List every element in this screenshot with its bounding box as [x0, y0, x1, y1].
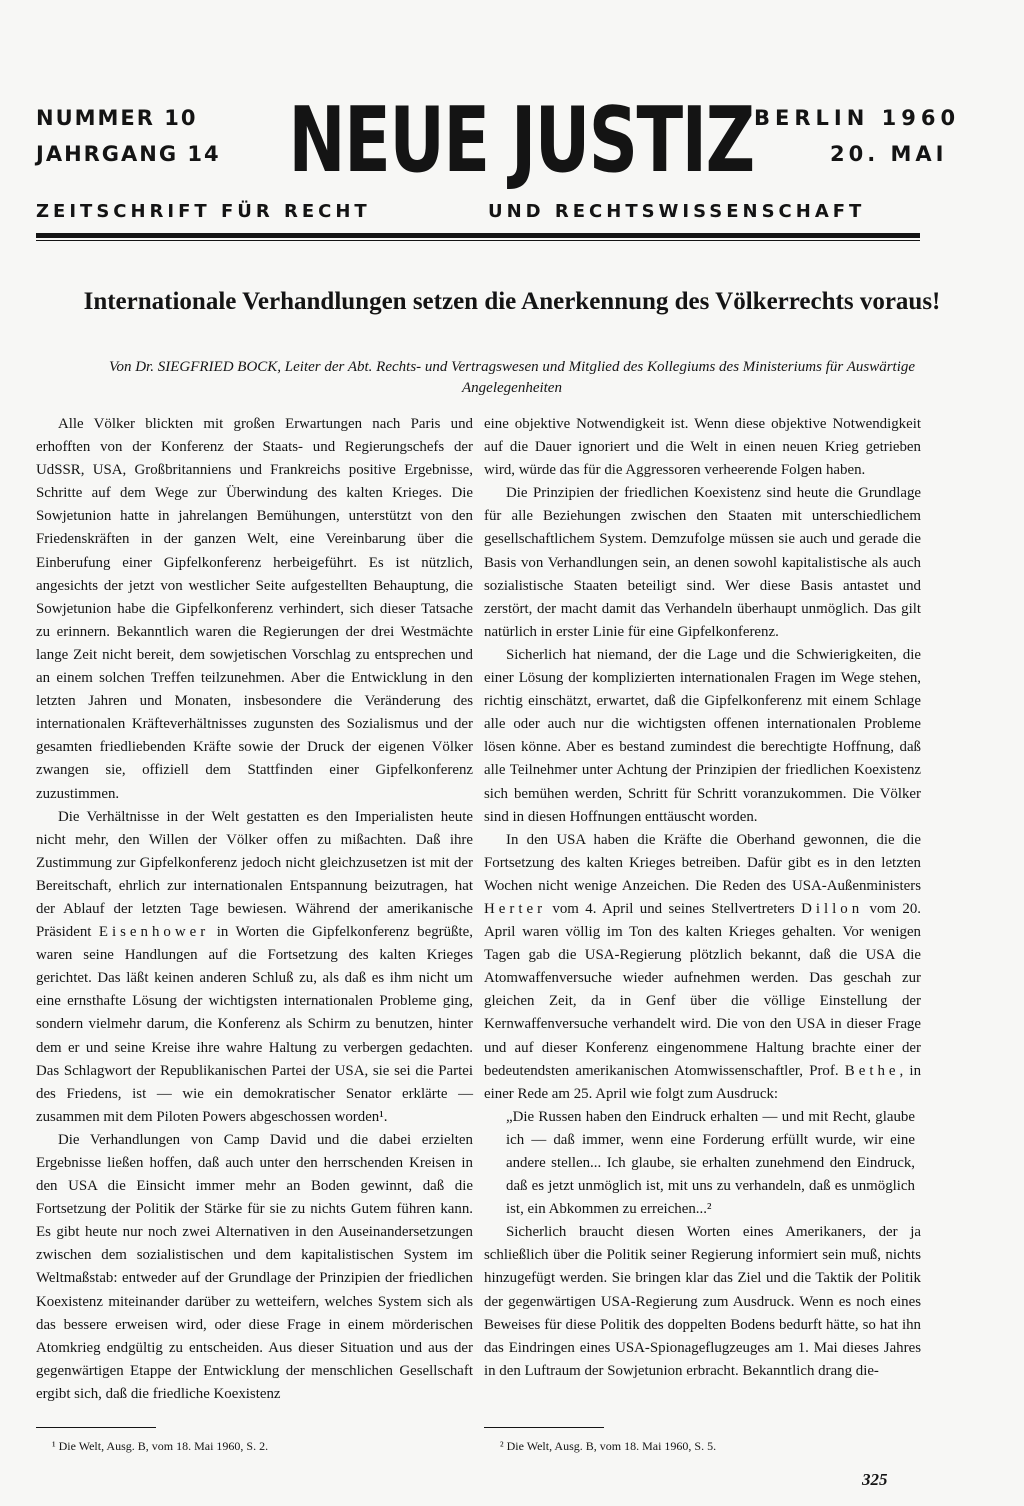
name-eisenhower: Eisenhower	[98, 924, 210, 941]
article-column-left	[36, 413, 473, 1406]
article-headline: Internationale Verhandlungen setzen die Anerkennung des Völkerrechts voraus!	[83, 288, 941, 315]
paragraph: Sicherlich braucht diesen Worten eines Amerikaners, der ja schließlich über die Politik seiner Regierung informiert sein muß, nichts hinzugefügt werden. Sie bringen klar das Ziel und die Taktik der Politik der gegenwärtigen USA-Regierung zum Ausdruck. Wenn es noch eines Beweises für diese Politik des doppelten Bodens bedurft hätte, so hat ihn das Eindringen eines USA-Spionageflugzeuges am 1. Mai dieses Jahres in den Luftraum der Sowjetunion erbracht. Bekanntlich drang die-	[484, 1224, 921, 1379]
paragraph: Die Verhältnisse in der Welt gestatten es den Imperialisten heute nicht mehr, den Willen der Völker offen zu mißachten. Daß ihre Zustimmung zur Gipfelkonferenz jedoch nicht gleichzusetzen ist mit der Bereitschaft, ehrlich zur internationalen Entspannung beizutragen, hat der Ablauf der letzten Tage bewiesen. Während der amerikanische Präsident Eisenhower in Worten die Gipfelkonferenz begrüßte, waren seine Handlungen auf die Fortsetzung des kalten Krieges gerichtet. Das läßt keinen anderen Schluß zu, als daß es ihm nicht um eine ernsthafte Lösung der wichtigsten internationalen Probleme ging, sondern vielmehr darum, die Konferenz als Schirm zu benutzen, hinter dem er und seine Kreise ihre wahre Haltung zu verbergen gedachten. Das Schlagwort der Republikanischen Partei der USA, sie sei die Partei des Friedens, ist — wie ein demokratischer Senator erklärte — zusammen mit dem Piloten Powers abgeschossen worden¹.	[36, 808, 473, 1125]
subtitle-left: ZEITSCHRIFT FÜR RECHT	[36, 201, 371, 222]
article-column-right	[484, 413, 921, 1383]
paragraph: In den USA haben die Kräfte die Oberhand gewonnen, die die Fortsetzung des kalten Krieges betreiben. Dafür gibt es in den letzten Wochen nicht wenige Anzeichen. Die Reden des USA-Außenministers Herter vom 4. April und seines Stellvertreters Dillon vom 20. April waren völlig im Ton des kalten Krieges gehalten. Vor wenigen Tagen gab die USA-Regierung plötzlich bekannt, daß die USA die Atomwaffenversuche wieder aufnehmen werden. Das geschah zur gleichen Zeit, da in Genf über die völlige Einstellung der Kernwaffenversuche verhandelt wird. Die von den USA in dieser Frage und auf dieser Konferenz eingenommene Haltung brachte einer der bedeutendsten amerikanischen Atomwissenschaftler, Prof. Bethe, in einer Rede am 25. April wie folgt zum Ausdruck:	[484, 831, 922, 1102]
paragraph: eine objektive Notwendigkeit ist. Wenn diese objektive Notwendigkeit auf die Dauer ignoriert und die Welt in einen neuen Krieg getrieben wird, würde das für die Aggressoren verheerende Folgen haben.	[484, 416, 921, 479]
paragraph: Die Prinzipien der friedlichen Koexistenz sind heute die Grundlage für alle Beziehungen zwischen den Staaten mit unterschiedlichem gesellschaftlichem System. Demzufolge müssen sie auch und gerade die Basis von Verhandlungen sein, an denen sowohl kapitalistische als auch sozialistische Staaten beteiligt sind. Wer diese Basis antastet und zerstört, der macht damit das Verhandeln überhaupt unmöglich. Das gilt natürlich in erster Linie für eine Gipfelkonferenz.	[484, 485, 921, 640]
article-byline: Von Dr. SIEGFRIED BOCK, Leiter der Abt. Rechts- und Vertragswesen und Mitglied des Kollegiums des Ministeriums für Auswärtige Angelegenheiten	[108, 359, 916, 396]
masthead-title: NEUE JUSTIZ	[288, 88, 754, 193]
paragraph: Sicherlich hat niemand, der die Lage und die Schwierigkeiten, die einer Lösung der komplizierten internationalen Fragen im Wege stehen, richtig einschätzt, erwartet, daß die Gipfelkonferenz mit einem Schlage alle oder auch nur die wichtigsten offenen internationalen Probleme lösen könne. Aber es bestand zumindest die berechtigte Hoffnung, daß alle Teilnehmer unter Achtung der Prinzipien der friedlichen Koexistenz sich bemühen werden, Schritt für Schritt voranzukommen. Die Völker sind in diesen Hoffnungen enttäuscht worden.	[484, 646, 921, 825]
quotation: „Die Russen haben den Eindruck erhalten — und mit Recht, glaube ich — daß immer, wenn eine Forderung erfüllt wurde, wir eine andere stellen... Ich glaube, sie erhalten zunehmend den Eindruck, daß es jetzt unmöglich ist, mit uns zu verhandeln, daß es unmöglich ist, ein Abkommen zu erreichen...²	[506, 1108, 915, 1218]
name-bethe: Bethe	[844, 1062, 900, 1079]
footnote-rule	[36, 1427, 156, 1428]
issue-date: 20. MAI	[830, 142, 948, 166]
page-number: 325	[862, 1470, 888, 1489]
quotation-block	[484, 1106, 921, 1221]
footnote-2: ² Die Welt, Ausg. B, vom 18. Mai 1960, S. 5.	[500, 1439, 717, 1453]
paragraph: Die Verhandlungen von Camp David und die dabei erzielten Ergebnisse ließen hoffen, daß auch unter den herrschenden Kreisen in den USA die Einsicht immer mehr an Boden gewinnt, daß die Fortsetzung der Politik der Stärke für sie zu nichts Gutem führen kann. Es gibt heute nur noch zwei Alternativen in den Auseinandersetzungen zwischen dem sozialistischen und dem kapitalistischen System im Weltmaßstab: entweder auf der Grundlage der Prinzipien der friedlichen Koexistenz miteinander darüber zu wetteifern, welches System sich als das bessere erweisen wird, oder diese Frage in einem mörderischen Atomkrieg endgültig zu entscheiden. Aus dieser Situation und aus der gegenwärtigen Etappe der Entwicklung der menschlichen Gesellschaft ergibt sich, daß die friedliche Koexistenz	[36, 1131, 473, 1402]
subtitle-right: UND RECHTSWISSENSCHAFT	[488, 201, 866, 222]
masthead-rule-thin	[36, 240, 920, 241]
issue-number: NUMMER 10	[36, 106, 198, 130]
name-dillon: Dillon	[801, 900, 864, 917]
footnote-1: ¹ Die Welt, Ausg. B, vom 18. Mai 1960, S. 2.	[52, 1439, 269, 1453]
volume-label: JAHRGANG 14	[36, 142, 221, 166]
name-herter: Herter	[484, 900, 547, 917]
footnote-rule	[484, 1427, 604, 1428]
paragraph: Alle Völker blickten mit großen Erwartungen nach Paris und erhofften von der Konferenz der Staats- und Regierungschefs der UdSSR, USA, Großbritanniens und Frankreichs positive Ergebnisse, Schritte auf dem Wege zur Überwindung des kalten Krieges. Die Sowjetunion hatte in jahrelangen Bemühungen, unterstützt von den Friedenskräften in der ganzen Welt, eine Vereinbarung über die Einberufung einer Gipfelkonferenz herbeigeführt. Es ist nützlich, angesichts der jetzt von westlicher Seite aufgestellten Behauptung, die Sowjetunion habe die Gipfelkonferenz verhindert, sich dieser Tatsache zu erinnern. Bekanntlich waren die Regierungen der drei Westmächte lange Zeit nicht bereit, dem sowjetischen Vorschlag zu entsprechen und an einem solchen Treffen teilzunehmen. Aber die Entwicklung in den letzten Jahren und Monaten, insbesondere die Veränderung des internationalen Kräfteverhältnisses zugunsten des Sozialismus und der gesamten friedliebenden Kräfte sowie der Druck der eigenen Völker zwangen sie, offiziell dem Stattfinden einer Gipfelkonferenz zuzustimmen.	[36, 416, 473, 802]
place-year: BERLIN 1960	[754, 106, 961, 130]
masthead-rule	[36, 233, 920, 238]
